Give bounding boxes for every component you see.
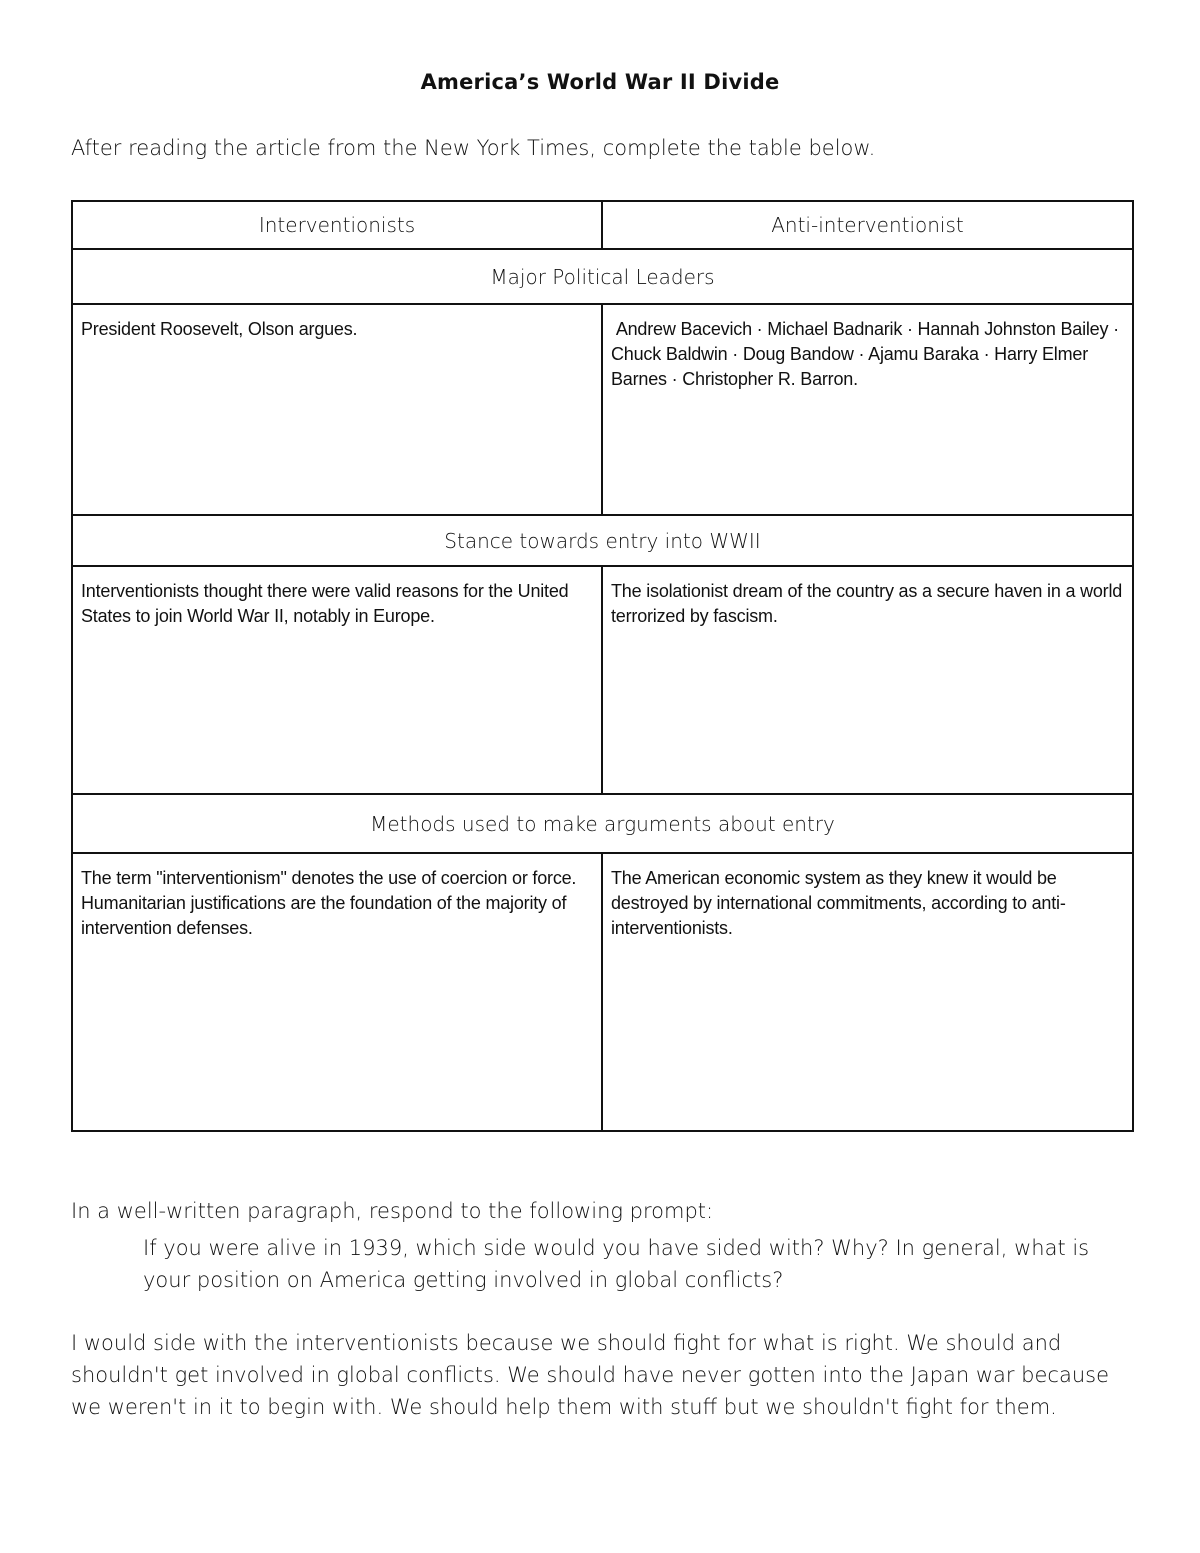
anti-interventionist-methods-cell[interactable]: The American economic system as they knew it would be destroyed by international commitments, according to anti-interventionists.: [602, 853, 1133, 1131]
header-interventionists: Interventionists: [72, 201, 602, 249]
answer-paragraph[interactable]: I would side with the interventionists because we should fight for what is right. We should and shouldn't get involved in global conflicts. We should have never gotten into the Japan war because we weren't in it to begin with. We should help them with stuff but we shouldn't fight for them.: [71, 1331, 1110, 1419]
instructions: After reading the article from the New York Times, complete the table below.: [71, 136, 876, 160]
interventionists-stance-cell[interactable]: Interventionists thought there were valid reasons for the United States to join World War II, notably in Europe.: [72, 566, 602, 794]
anti-interventionist-leaders-cell[interactable]: Andrew Bacevich · Michael Badnarik · Hannah Johnston Bailey · Chuck Baldwin · Doug Bandow · Ajamu Baraka · Harry Elmer Barnes · Christopher R. Barron.: [602, 304, 1133, 515]
page-title: America’s World War II Divide: [420, 70, 780, 94]
section-row: [72, 515, 1133, 566]
section-label-methods: Methods used to make arguments about entry: [72, 794, 1133, 853]
comparison-table: [71, 200, 1134, 1132]
header-anti-interventionist: Anti-interventionist: [602, 201, 1133, 249]
table-row: [72, 566, 1133, 794]
table-row: [72, 304, 1133, 515]
anti-interventionist-stance-cell[interactable]: The isolationist dream of the country as a secure haven in a world terrorized by fascism.: [602, 566, 1133, 794]
interventionists-methods-cell[interactable]: The term "interventionism" denotes the use of coercion or force. Humanitarian justifications are the foundation of the majority of intervention defenses.: [72, 853, 602, 1131]
section-row: [72, 249, 1133, 304]
section-label-major-political-leaders: Major Political Leaders: [72, 249, 1133, 304]
section-label-stance: Stance towards entry into WWII: [72, 515, 1133, 566]
prompt-question: If you were alive in 1939, which side would you have sided with? Why? In general, what is your position on America getting involved in global conflicts?: [143, 1236, 1090, 1292]
table-row: [72, 853, 1133, 1131]
table-header-row: [72, 201, 1133, 249]
section-row: [72, 794, 1133, 853]
interventionists-leaders-cell[interactable]: President Roosevelt, Olson argues.: [72, 304, 602, 515]
prompt-instructions: In a well-written paragraph, respond to the following prompt:: [71, 1199, 714, 1223]
